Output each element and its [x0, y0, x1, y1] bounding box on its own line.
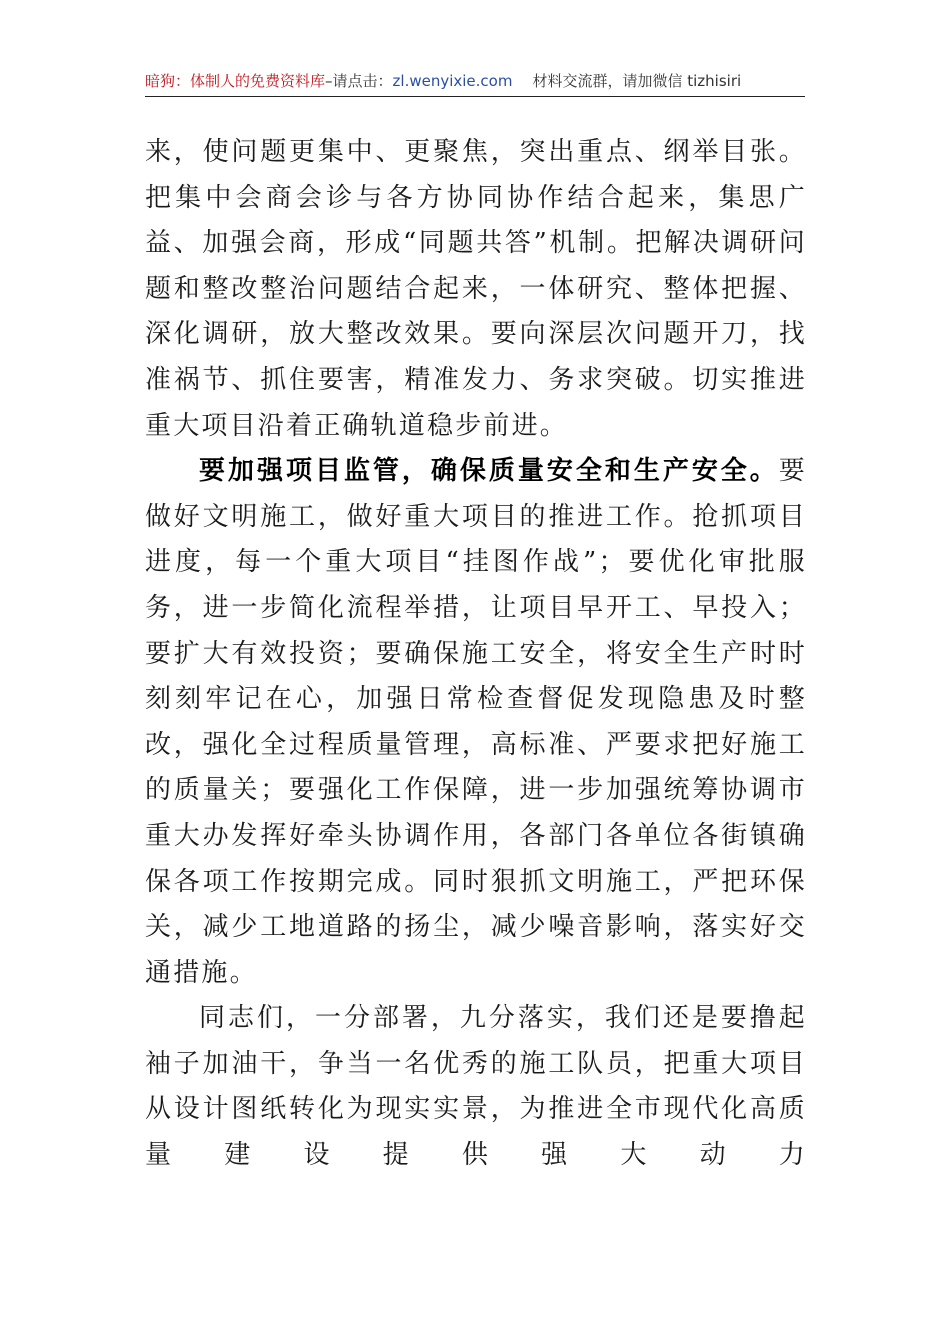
paragraph-project-supervision	[145, 449, 807, 996]
paragraph-continuation	[145, 130, 807, 449]
paragraph-text: 要做好文明施工，做好重大项目的推进工作。抢抓项目进度，每一个重大项目“挂图作战”；要优化审批服务，进一步简化流程举措，让项目早开工、早投入；要扩大有效投资；要确保施工安全，将安全生产时时刻刻牢记在心，加强日常检查督促发现隐患及时整改，强化全过程质量管理，高标准、严要求把好施工的质量关；要强化工作保障，进一步加强统筹协调市重大办发挥好牵头协调作用，各部门各单位各街镇确保各项工作按期完成。同时狠抓文明施工，严把环保关，减少工地道路的扬尘，减少噪音影响，落实好交通措施。	[145, 456, 807, 988]
header-group-text: 材料交流群，请加微信 tizhisiri	[532, 72, 742, 90]
header-brand: 暗狗：体制人的免费资料库	[145, 72, 326, 90]
paragraph-closing	[145, 996, 807, 1178]
page-header	[145, 66, 805, 97]
paragraph-text: 同志们，一分部署，九分落实，我们还是要撸起袖子加油干，争当一名优秀的施工队员，把重大项目从设计图纸转化为现实实景，为推进全市现代化高质量建设提供强大动力	[145, 1003, 807, 1171]
paragraph-heading: 要加强项目监管，确保质量安全和生产安全。	[199, 456, 779, 487]
document-body	[145, 130, 807, 1179]
paragraph-text: 来，使问题更集中、更聚焦，突出重点、纲举目张。把集中会商会诊与各方协同协作结合起来，集思广益、加强会商，形成“同题共答”机制。把解决调研问题和整改整治问题结合起来，一体研究、整体把握、深化调研，放大整改效果。要向深层次问题开刀，找准祸节、抓住要害，精准发力、务求突破。切实推进重大项目沿着正确轨道稳步前进。	[145, 137, 807, 441]
header-click-prompt: –请点击：	[325, 72, 393, 90]
header-url-link[interactable]: zl.wenyixie.com	[392, 72, 513, 90]
